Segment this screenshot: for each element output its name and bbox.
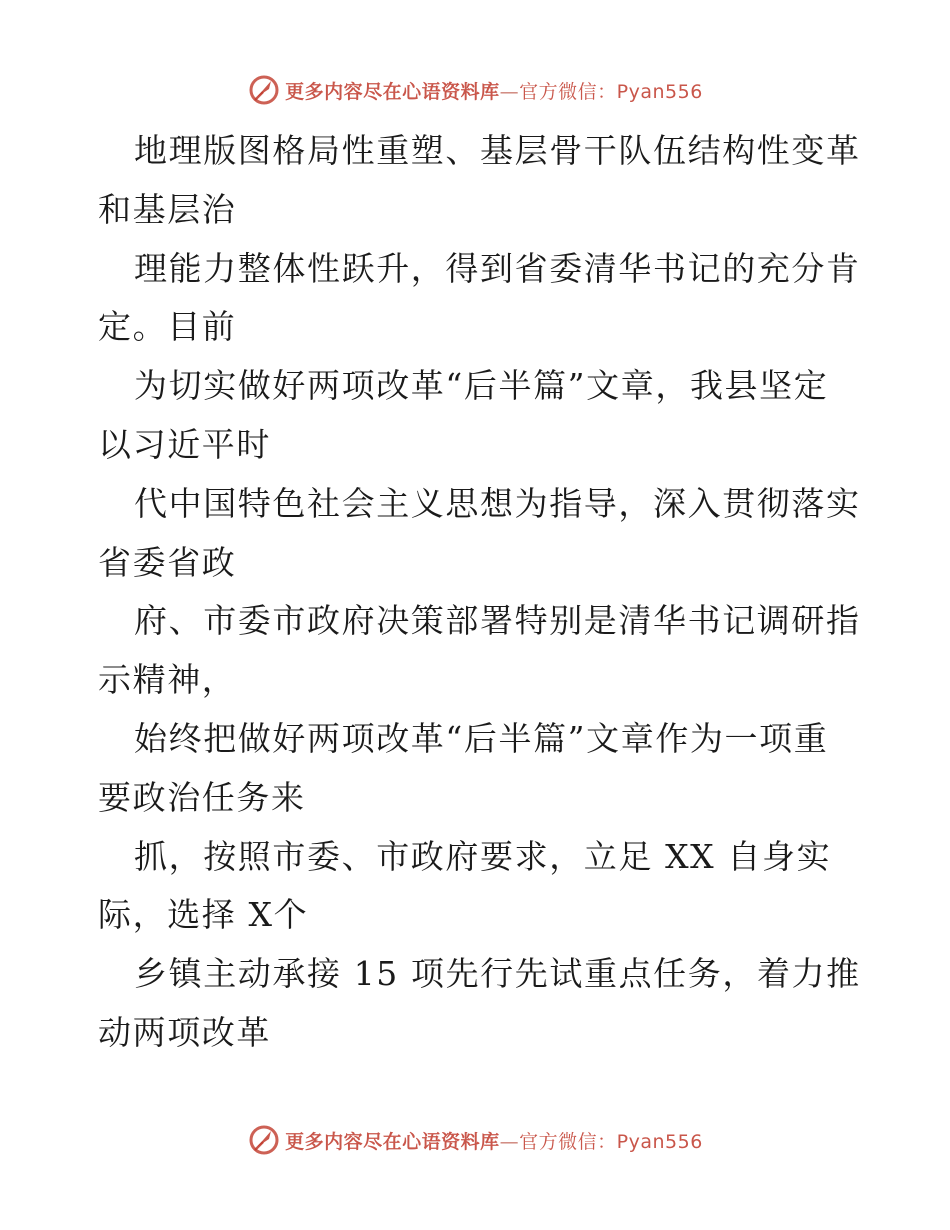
paragraph-line: 和基层治 — [98, 189, 237, 229]
watermark-text — [285, 1127, 703, 1154]
paragraph-line: 示精神， — [98, 660, 237, 700]
paragraph-line: 理能力整体性跃升，得到省委清华书记的充分肯 — [134, 248, 861, 288]
paragraph-line: 乡镇主动承接 15 项先行先试重点任务，着力推 — [134, 954, 861, 994]
paragraph-line: 定。目前 — [98, 307, 237, 347]
header-watermark — [0, 70, 950, 110]
watermark-tail-text: 官方微信：Pyan556 — [519, 80, 703, 103]
paragraph-line: 省委省政 — [98, 542, 237, 582]
document-body — [98, 122, 861, 1063]
paragraph-line: 代中国特色社会主义思想为指导，深入贯彻落实 — [134, 483, 861, 523]
paragraph-line: 以习近平时 — [98, 424, 271, 464]
feather-circle-logo-icon — [247, 1123, 281, 1157]
paragraph-line: 际，选择 X个 — [98, 895, 309, 935]
watermark-main-text: 更多内容尽在心语资料库 — [285, 80, 500, 103]
paragraph-line: 动两项改革 — [98, 1012, 271, 1052]
watermark-main-text: 更多内容尽在心语资料库 — [285, 1130, 500, 1153]
watermark-separator: — — [499, 80, 520, 103]
paragraph-line: 府、市委市政府决策部署特别是清华书记调研指 — [134, 601, 861, 641]
paragraph-line: 要政治任务来 — [98, 777, 306, 817]
watermark-separator: — — [499, 1130, 520, 1153]
feather-circle-logo-icon — [247, 73, 281, 107]
paragraph-line: 地理版图格局性重塑、基层骨干队伍结构性变革 — [134, 131, 861, 170]
watermark-text — [285, 77, 703, 104]
paragraph-line: 为切实做好两项改革“后半篇”文章，我县坚定 — [134, 366, 829, 406]
watermark-tail-text: 官方微信：Pyan556 — [519, 1130, 703, 1153]
paragraph-line: 抓，按照市委、市政府要求，立足 XX 自身实 — [134, 836, 832, 876]
footer-watermark — [0, 1120, 950, 1160]
paragraph-line: 始终把做好两项改革“后半篇”文章作为一项重 — [134, 718, 829, 758]
